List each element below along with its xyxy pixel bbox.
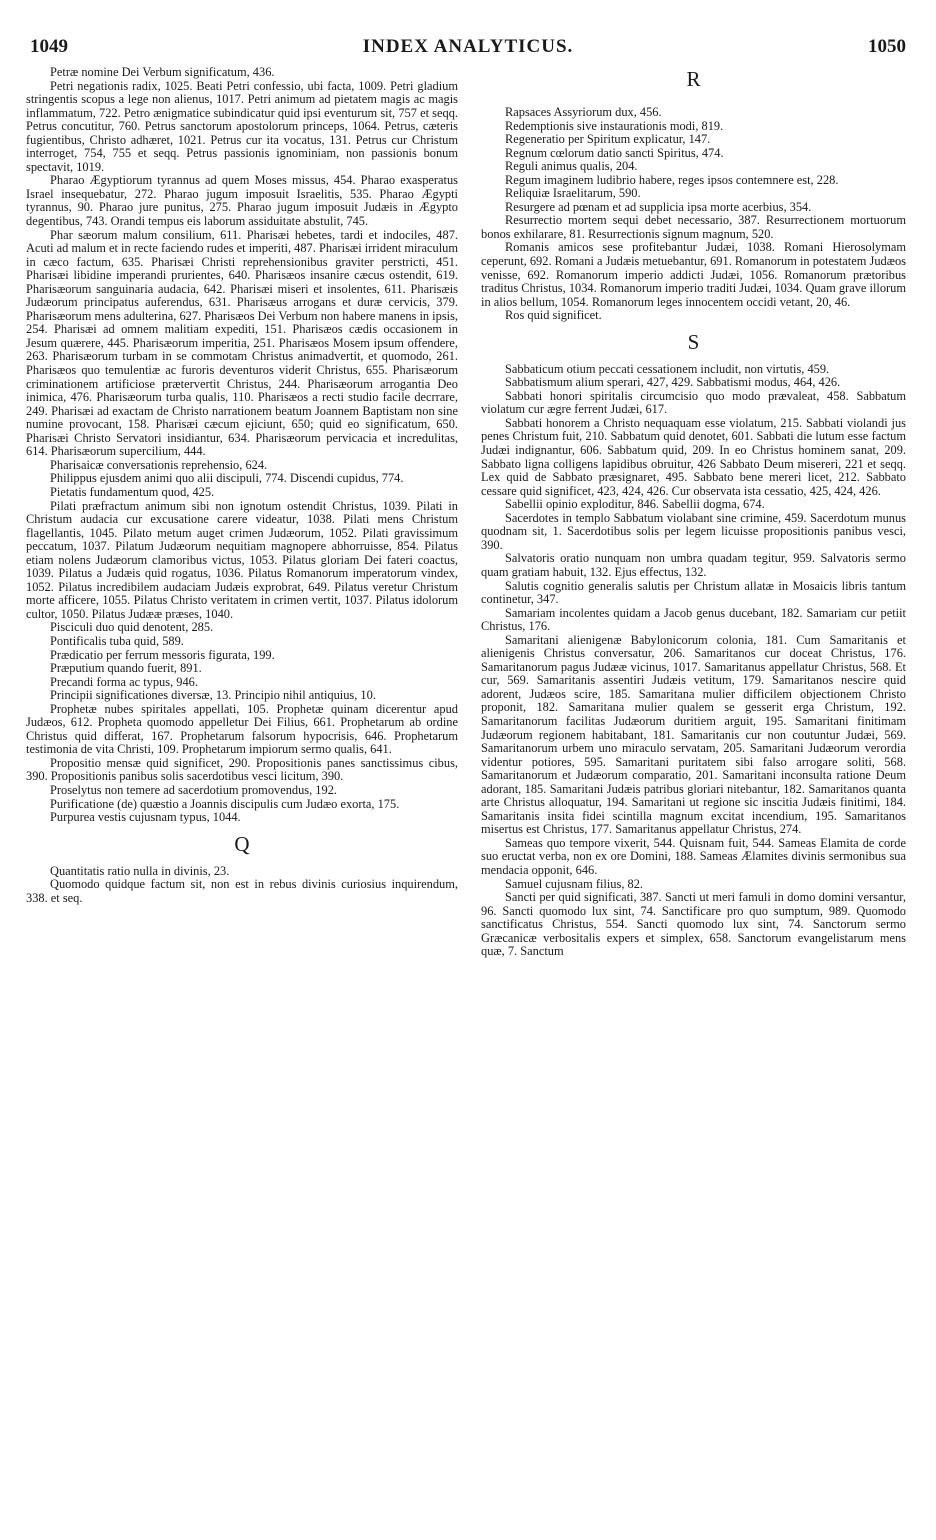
index-entry: Pisciculi duo quid denotent, 285.	[50, 620, 214, 635]
index-entry: Sabbati honori spiritalis circumcisio quo modo prævaleat, 458. Sabbatum violatum cur ægre ferrent Judæi, 617.	[481, 388, 906, 417]
index-entry: Pharao Ægyptiorum tyrannus ad quem Moses missus, 454. Pharao exasperatus Israel insequebatur, 272. Pharao jugum imposuit Israelitis, 535. Pharao Ægypti tyrannus, 90. Pharao jure punitus, 275. Pharao jugum imposuit Judæis in Ægypto degentibus, 743. Orandi tempus eis laborum assiduitate abstulit, 745.	[26, 173, 458, 229]
index-entry: Quomodo quidque factum sit, non est in rebus divinis curiosius inquirendum, 338. et seq.	[26, 877, 458, 905]
index-entry: Prophetæ nubes spiritales appellati, 105. Prophetæ quinam dicerentur apud Judæos, 612. Propheta quomodo appelletur Dei Filius, 661. Prophetarum ab ordine Christus quid differat, 167. Prophetarum falsorum hypocrisis, 646. Prophetarum testimonia de vita Christi, 109. Prophetarum impiorum sermo qualis, 641.	[26, 701, 458, 757]
index-entry: Sameas quo tempore vixerit, 544. Quisnam fuit, 544. Sameas Elamita de corde suo eructat verba, non ex ore Domini, 188. Sameas Ælamites divinis sermonibus sua mendacia opponit, 646.	[481, 835, 906, 877]
index-entry: Sabbati honorem a Christo nequaquam esse violatum, 215. Sabbati violandi jus penes Christum fuit, 210. Sabbatum quid denotet, 601. Sabbati die lutum esse factum Judæi indignantur, 606. Sabbatum quid, 209. In eo Christus hominem sanat, 209. Sabbato ligna colligens lapidibus obruitur, 426 Sabbato Deum misereri, 221 et seqq. Lex quid de Sabbato præsignaret, 495. Sabbato bene mereri licet, 212. Sabbato cessare quid significet, 423, 424, 426. Cur observata ista cessatio, 425, 424, 426.	[481, 415, 906, 498]
index-entry: Samuel cujusnam filius, 82.	[505, 876, 644, 891]
index-entry: Sacerdotes in templo Sabbatum violabant sine crimine, 459. Sacerdotum munus quodnam sit, 1. Sacerdotibus solis per legem licuisse propositionis panibus vesci, 390.	[481, 510, 906, 552]
page-number-right: 1050	[868, 36, 906, 57]
index-entry: Regum imaginem ludibrio habere, reges ipsos contemnere est, 228.	[505, 172, 839, 187]
index-entry: Propositio mensæ quid significet, 290. Propositionis panes sanctissimus cibus, 390. Propositionis panibus solis sacerdotibus vesci licitum, 390.	[26, 755, 458, 784]
index-entry: Sancti per quid significati, 387. Sancti ut meri famuli in domo domini versantur, 96. Sancti quomodo lux sint, 74. Sanctificare pro quo sumptum, 989. Quomodo sanctificatus Christus, 554. Sancti quomodo lux sint, 74. Sanctorum sermo Græcanicæ verbositalis expers et simplex, 658. Sanctorum evangelistarum mens quæ, 7. Sanctum	[481, 890, 906, 959]
index-entry: Quantitatis ratio nulla in divinis, 23.	[50, 863, 230, 878]
index-entry: Samariam incolentes quidam a Jacob genus ducebant, 182. Samariam cur petiit Christus, 176.	[481, 605, 906, 634]
index-entry: Prædicatio per ferrum messoris figurata, 199.	[50, 647, 275, 662]
index-entry: Phar sæorum malum consilium, 611. Pharisæi hebetes, tardi et indociles, 487. Acuti ad malum et in recte faciendo rudes et imperiti, 487. Pharisæi irrident miraculum in cæco factum, 635. Pharisæi Christi reprehensionibus graviter perstricti, 451. Pharisæi libidine imperandi prurientes, 640. Pharisæos insanire cæcus ostendit, 619. Pharisæorum sanguinaria audacia, 642. Pharisæi miseri et insolentes, 611. Pharisæis Judæorum principatus auferendus, 631. Pharisæus arrogans et duræ cervicis, 379. Pharisæorum mens adulterina, 627. Pharisæos Dei Verbum non habere manens in ipsis, 254. Pharisæi ad omnem malitiam expediti, 151. Pharisæos cædis occasionem in Jesum quærere, 445. Pharisæorum imperitia, 251. Pharisæos Mosem ipsum offendere, 263. Pharisæorum turbam in se commotam Christus animadvertit, et quomodo, 261. Pharisæos quo temulentiæ ac furoris deventuros viderit Christus, 655. Pharisæorum criminationem artificiose prætervertit Christus, 244. Pharisæorum arrogantia Deo inimica, 476. Pharisæorum turba qualis, 110. Pharisæos a recti studio facile decrrare, 249. Pharisæi ad exactam de Christo narrationem beatum Joannem Baptistam non sine numine provocant, 158. Pharisæi cæcum ejiciunt, 650; quid eo significatum, 650. Pharisæi Christo Servatori insidiantur, 634. Pharisæorum pervicacia et incredulitas, 614. Pharisæorum supercilium, 444.	[26, 227, 459, 459]
index-entry: Romanis amicos sese profitebantur Judæi, 1038. Romani Hierosolymam ceperunt, 692. Romani a Judæis metuebantur, 691. Romanorum in potestatem Judæos venisse, 692. Romanorum imperio addicti Judæi, 1056. Romanorum prætoribus traditus Christus, 1034. Romanorum imperio traditi Judæi, 1034. Quam grave illorum in alios bellum, 1054. Romanorum leges innocentem occidi vetant, 20, 46.	[481, 240, 906, 309]
index-entry: Reguli animus qualis, 204.	[505, 159, 638, 174]
index-entry: Reliquiæ Israelitarum, 590.	[505, 186, 641, 201]
index-entry: Regeneratio per Spiritum explicatur, 147.	[505, 132, 711, 147]
left-column	[26, 66, 458, 905]
section-letter: R	[686, 67, 701, 91]
index-entry: Resurgere ad pœnam et ad supplicia ipsa morte acerbius, 354.	[505, 199, 812, 214]
index-entry: Rapsaces Assyriorum dux, 456.	[505, 105, 662, 119]
index-entry: Pilati præfractum animum sibi non ignotum ostendit Christus, 1039. Pilati in Christum audacia cur excusatione carere videatur, 1038. Pilati mens Christum flagellantis, 1045. Pilato metum auget crimen Judæorum, 1052. Pilati gravissimum peccatum, 1037. Pilatum Judæorum nequitiam magnopere abhorruisse, 854. Pilatus etiam nolens Judæorum clamoribus victus, 1053. Pilatus gloriam Dei fateri coactus, 1039. Pilatus a Judæis quid rogatus, 1036. Pilatus Romanorum imperatorum vindex, 1052. Pilatus incredibilem audaciam Judæis exprobrat, 649. Pilatus veretur Christum morte afficere, 1055. Pilatus Christo veritatem in crimen vertit, 1037. Pilatus idolorum cultor, 1050. Pilatus Judææ præses, 1040.	[26, 498, 458, 621]
index-entry: Pharisaicæ conversationis reprehensio, 624.	[50, 457, 268, 472]
index-entry: Ros quid significet.	[505, 308, 602, 323]
index-entry: Sabbatismum alium sperari, 427, 429. Sabbatismi modus, 464, 426.	[505, 375, 841, 390]
page-header	[30, 36, 906, 58]
index-entry: Purpurea vestis cujusnam typus, 1044.	[50, 810, 241, 825]
index-entry: Petri negationis radix, 1025. Beati Petri confessio, ubi facta, 1009. Petri gladium stringentis scopus a lege non alienus, 1017. Petri animum ad pietatem magis ac magis inflammatum, 722. Petro ænigmatice subindicatur quid ipsi eventurum sit, 757 et seqq. Petrus concutitur, 760. Petrus sanctorum apostolorum princeps, 1064. Petrus, cæteris fugientibus, Christo adhæret, 1021. Petrus cur ita vocatus, 131. Petrus cur Christum interroget, 754, 755 et seqq. Petrus passionis ignominiam, non passionis bonum spectavit, 1019.	[26, 78, 458, 174]
index-entry: Sabbaticum otium peccati cessationem includit, non virtutis, 459.	[505, 361, 830, 376]
index-entry: Resurrectio mortem sequi debet necessario, 387. Resurrectionem mortuorum bonos exhilarare, 81. Resurrectionis signum magnum, 520.	[481, 213, 906, 241]
index-entry: Proselytus non temere ad sacerdotium promovendus, 192.	[50, 782, 337, 797]
index-entry: Principii significationes diversæ, 13. Principio nihil antiquius, 10.	[50, 688, 376, 703]
index-entry: Sabellii opinio exploditur, 846. Sabellii dogma, 674.	[505, 497, 765, 512]
index-entry: Samaritani alienigenæ Babylonicorum colonia, 181. Cum Samaritanis et alienigenis Christus conversatur, 206. Samaritanos cur doceat Christus, 176. Samaritanorum pagus Judææ vicinus, 1017. Samaritanus appellatur Christus, 568. Et cur, 569. Samaritanis assentiri Judæis vetitum, 179. Samaritanos nescire quid adorent, Judæos scire, 185. Samaritana mulier difficilem objectionem Christo proponit, 182. Samaritana mulier qualem se gesserit erga Christum, 192. Samaritanorum facilitas Judæorum duritiem arguit, 195. Samaritani finitimam Judæorum regionem habitabant, 181. Samaritanis cur non coutuntur Judæi, 569. Samaritanorum urbem uno miraculo servatam, 205. Samaritani Judæorum verordia videntur potiores, 595. Samaritani puritatem sibi falso arrogare soliti, 568. Samaritanorum et Judæorum comparatio, 201. Samaritani inconsulta ratione Deum adorant, 185. Samaritani Judæis patribus gloriari nitebantur, 182. Samaritanos quanta arte Christus alloquatur, 194. Samaritani ut regione sic inscitia Judæis finitimi, 184. Samaritanis insita fidei scintilla magnum excitat incendium, 195. Samaritanos misertus est Christus, 177. Samaritanus appellatur Christus, 274.	[481, 632, 906, 837]
section-letter: S	[687, 329, 700, 354]
index-entry: Pontificalis tuba quid, 589.	[50, 633, 184, 648]
index-entry: Precandi forma ac typus, 946.	[50, 674, 198, 689]
index-entry: Regnum cœlorum datio sancti Spiritus, 474.	[505, 145, 724, 160]
right-column	[481, 66, 906, 959]
index-entry: Præputium quando fuerit, 891.	[50, 661, 202, 676]
index-entry: Petræ nomine Dei Verbum significatum, 436.	[50, 65, 275, 79]
running-title: INDEX ANALYTICUS.	[362, 36, 574, 57]
index-entry: Redemptionis sive instaurationis modi, 819.	[505, 118, 724, 133]
index-entry: Philippus ejusdem animi quo alii discipuli, 774. Discendi cupidus, 774.	[50, 471, 404, 486]
page-number-left: 1049	[30, 36, 68, 57]
index-entry: Salvatoris oratio nunquam non umbra quadam tegitur, 959. Salvatoris sermo quam gratiam habuit, 132. Ejus effectus, 132.	[481, 551, 906, 579]
section-letter: Q	[234, 831, 250, 856]
index-entry: Salutis cognitio generalis salutis per Christum allatæ in Mosaicis libris tantum continetur, 347.	[481, 578, 906, 607]
index-entry: Pietatis fundamentum quod, 425.	[50, 484, 215, 499]
index-entry: Purificatione (de) quæstio a Joannis discipulis cum Judæo exorta, 175.	[50, 796, 400, 811]
